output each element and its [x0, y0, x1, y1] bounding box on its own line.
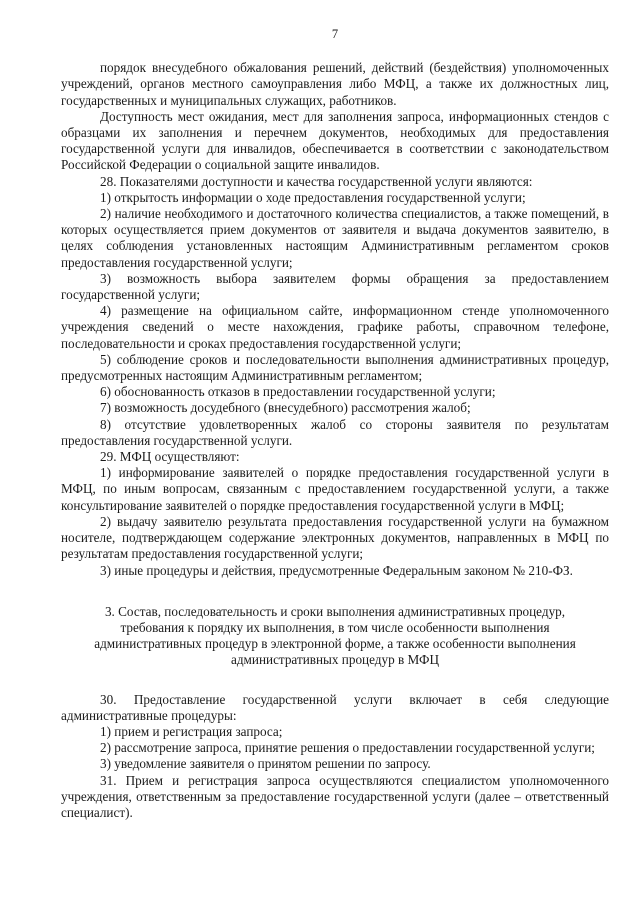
list-item: 1) информирование заявителей о порядке предоставления государственной услуги в МФЦ, по иным вопросам, связанным с предоставлением государственной услуги, а также консультирование заявителей о порядке предоставления государственной услуги в МФЦ;	[61, 465, 609, 513]
paragraph: 29. МФЦ осуществляют:	[100, 449, 240, 465]
list-item: 4) размещение на официальном сайте, информационном стенде уполномоченного учреждения сведений о месте нахождения, графике работы, справочном телефоне, последовательности и сроках предоставления государственной услуги;	[61, 303, 609, 351]
list-item: 3) уведомление заявителя о принятом решении по запросу.	[100, 756, 431, 772]
body-top	[61, 60, 609, 579]
list-item: 2) выдачу заявителю результата предоставления государственной услуги на бумажном носителе, подтверждающем содержание электронных документов, направленных в МФЦ по результатам предоставления государственной услуги;	[61, 513, 609, 562]
list-item: 2) наличие необходимого и достаточного количества специалистов, а также помещений, в которых осуществляется прием документов от заявителя и выдача документов заявителю, в целях соблюдения установленных настоящим Административным регламентом сроков предоставления государственной услуги;	[61, 206, 609, 270]
paragraph: 30. Предоставление государственной услуги включает в себя следующие административные процедуры:	[61, 691, 609, 723]
page-number: 7	[331, 27, 339, 41]
list-item: 8) отсутствие удовлетворенных жалоб со стороны заявителя по результатам предоставления государственной услуги.	[61, 416, 609, 448]
body-bottom	[61, 692, 609, 822]
paragraph: Доступность мест ожидания, мест для заполнения запроса, информационных стендов с образцами их заполнения и перечнем документов, необходимых для предоставления государственной услуги для инвалидов, обеспечивается в соответствии с законодательством Российской Федерации о социальной защите инвалидов.	[61, 108, 609, 173]
paragraph: порядок внесудебного обжалования решений, действий (бездействия) уполномоченных учреждений, органов местного самоуправления либо МФЦ, а также их должностных лиц, государственных и муниципальных служащих, работников.	[61, 60, 609, 108]
section-title	[61, 604, 609, 669]
section-title-line: 3. Состав, последовательность и сроки выполнения административных процедур,	[104, 603, 566, 619]
paragraph: 28. Показателями доступности и качества государственной услуги являются:	[100, 173, 533, 189]
list-item: 3) иные процедуры и действия, предусмотренные Федеральным законом № 210-ФЗ.	[100, 562, 573, 578]
list-item: 1) прием и регистрация запроса;	[100, 723, 283, 739]
list-item: 7) возможность досудебного (внесудебного) рассмотрения жалоб;	[100, 400, 471, 416]
list-item: 1) открытость информации о ходе предоставления государственной услуги;	[100, 189, 526, 205]
list-item: 6) обоснованность отказов в предоставлении государственной услуги;	[100, 384, 496, 400]
document-page	[61, 26, 609, 821]
section-title-line: требования к порядку их выполнения, в том числе особенности выполнения	[120, 619, 550, 635]
list-item: 2) рассмотрение запроса, принятие решения о предоставлении государственной услуги;	[100, 740, 595, 756]
list-item: 3) возможность выбора заявителем формы обращения за предоставлением государственной услуги;	[61, 270, 609, 303]
section-title-line: административных процедур в МФЦ	[230, 652, 439, 668]
list-item: 5) соблюдение сроков и последовательности выполнения административных процедур, предусмотренных настоящим Административным регламентом;	[61, 351, 609, 384]
section-title-line: административных процедур в электронной форме, а также особенности выполнения	[94, 636, 576, 652]
paragraph: 31. Прием и регистрация запроса осуществляются специалистом уполномоченного учреждения, ответственным за предоставление государственной услуги (далее – ответственный специалист).	[61, 772, 609, 820]
